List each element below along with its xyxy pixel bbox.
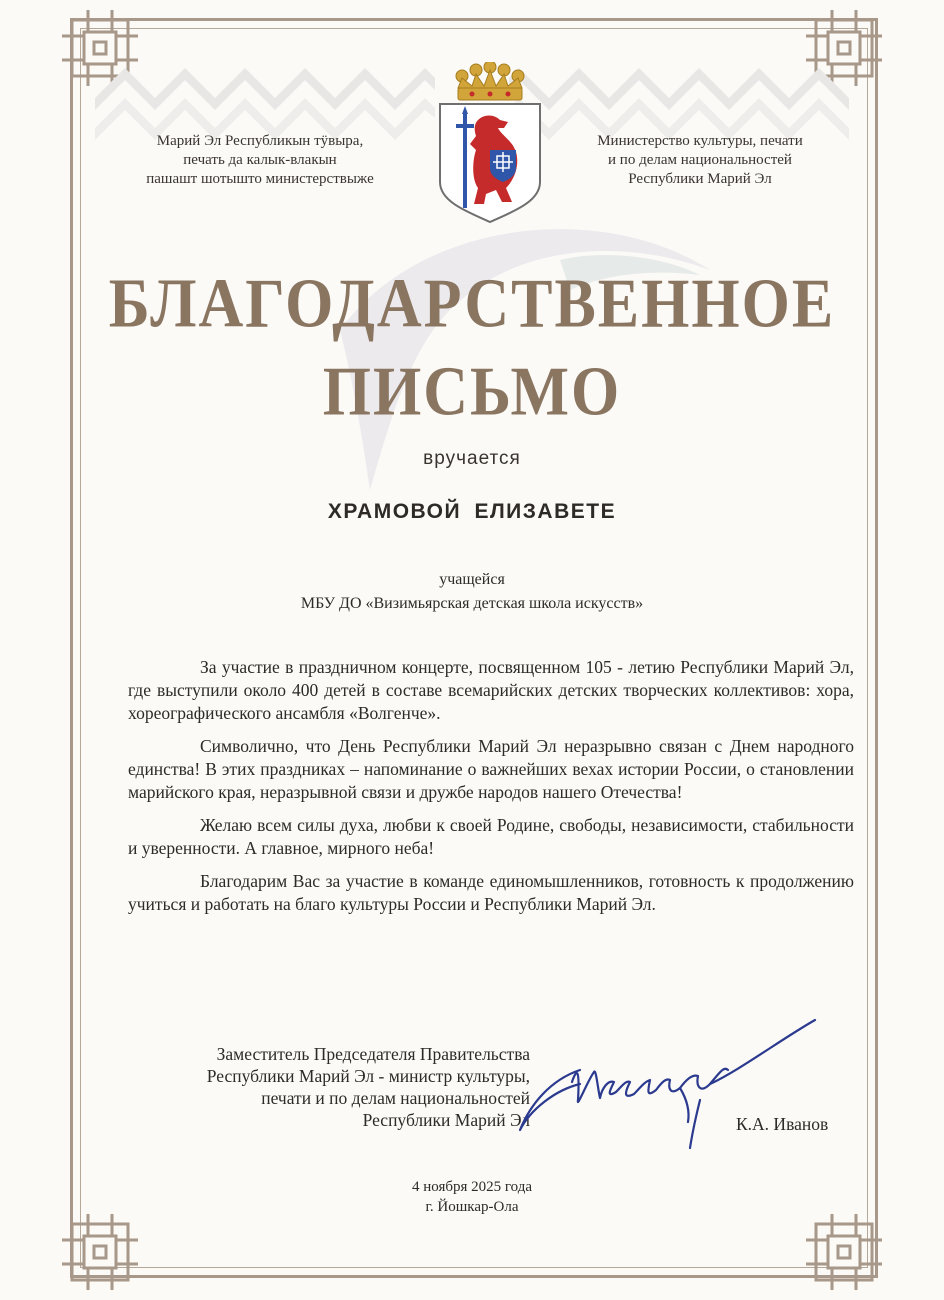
body-paragraph: Благодарим Вас за участие в команде единомышленников, готовность к продолжению учиться и работать на благо культуры России и Республики Марий Эл.: [128, 871, 854, 914]
issue-date-and-place: [0, 1177, 944, 1217]
coat-of-arms-mari-el-icon: [432, 62, 548, 226]
ministry-name-russian-line: и по делам национальностей: [608, 152, 792, 168]
recipient-name: ХРАМОВОЙ ЕЛИЗАВЕТЕ: [327, 500, 617, 523]
recipient-school: МБУ ДО «Визимьярская детская школа искусств»: [300, 595, 644, 612]
ministry-name-mari-line: печать да калык-влакын: [183, 152, 337, 168]
corner-knot-ornament-bottom-right: [802, 1210, 886, 1294]
body-paragraph: За участие в праздничном концерте, посвященном 105 - летию Республики Марий Эл, где выступили около 400 детей в составе всемарийских детских творческих коллективов: хора, хореографического ансамбля «Волгенче».: [128, 657, 854, 723]
letter-body: [128, 656, 854, 926]
issue-city: г. Йошкар-Ола: [425, 1199, 519, 1215]
body-paragraph: Желаю всем силы духа, любви к своей Родине, свободы, независимости, стабильности и уверенности. А главное, мирного неба!: [128, 815, 854, 858]
signer-name: К.А. Иванов: [736, 1114, 829, 1134]
recipient-role-line: учащейся: [439, 571, 505, 588]
presented-to-label: вручается: [423, 448, 521, 469]
signer-position-line: Заместитель Председателя Правительства: [216, 1044, 530, 1064]
ministry-name-russian: [560, 132, 840, 189]
recipient-role: [0, 568, 944, 616]
signer-position: [110, 1043, 530, 1131]
signer-position-line: Республики Марий Эл: [362, 1110, 530, 1130]
document-title-line-2: ПИСЬМО: [322, 353, 622, 431]
document-title-line-1: БЛАГОДАРСТВЕННОЕ: [108, 265, 836, 343]
ministry-name-russian-line: Республики Марий Эл: [628, 171, 772, 187]
body-paragraph: Символично, что День Республики Марий Эл неразрывно связан с Днем народного единства! В этих праздниках – напоминание о важнейших вехах истории России, о становлении марийского края, неразрывной связи и дружбе народов нашего Отечества!: [128, 736, 854, 802]
signer-position-line: Республики Марий Эл - министр культуры,: [206, 1066, 530, 1086]
corner-knot-ornament-bottom-left: [58, 1210, 142, 1294]
handwritten-signature-icon: [510, 1010, 820, 1160]
ministry-name-mari: [120, 132, 400, 189]
ministry-name-mari-line: пашашт шотышто министерствыже: [146, 171, 374, 187]
issue-date: 4 ноября 2025 года: [411, 1179, 533, 1195]
ministry-name-russian-line: Министерство культуры, печати: [597, 133, 803, 149]
signer-position-line: печати и по делам национальностей: [261, 1088, 530, 1108]
ministry-name-mari-line: Марий Эл Республикын тӱвыра,: [156, 133, 364, 149]
